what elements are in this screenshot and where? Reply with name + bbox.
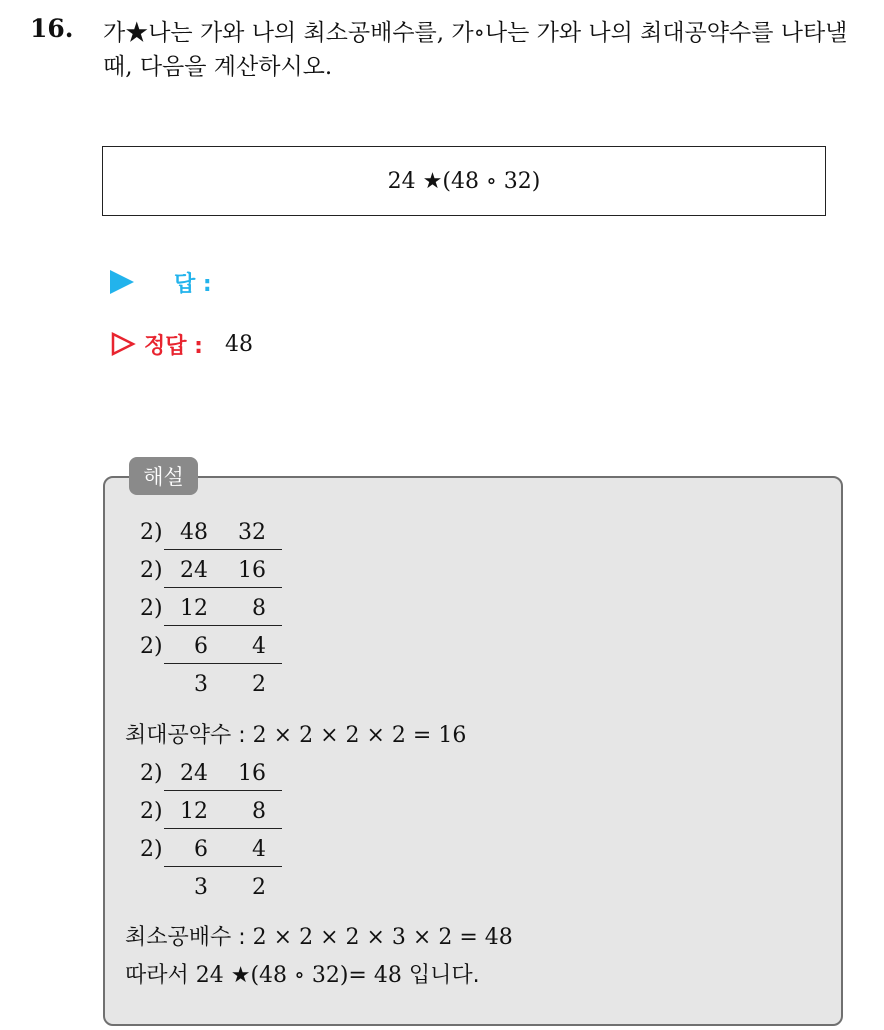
question-text: 가★나는 가와 나의 최소공배수를, 가∘나는 가와 나의 최대공약수를 나타낼 때, 다음을 계산하시오. [103,20,848,80]
division-row [140,755,290,793]
division-row [140,666,290,704]
left-number: 12 [180,799,208,824]
division-row [140,628,290,666]
gcd-division-ladder [140,514,290,704]
correct-answer-label: 정답 : [144,333,203,359]
right-number: 2 [252,672,266,697]
division-row [140,552,290,590]
conclusion-expression: 24 ★(48 ∘ 32)= 48 [195,963,402,988]
divisor: 2) [140,558,163,583]
solution-tag: 해설 [129,457,198,495]
right-number: 4 [252,634,266,659]
right-number: 4 [252,837,266,862]
division-row [140,831,290,869]
lcm-division-ladder [140,755,290,907]
question-number: 16. [30,14,74,43]
conclusion-prefix: 따라서 [125,963,189,988]
division-row [140,590,290,628]
formula-box [102,146,826,216]
left-number: 6 [194,634,208,659]
lcm-expression: 2 × 2 × 2 × 3 × 2 = 48 [252,925,513,950]
right-number: 2 [252,875,266,900]
play-triangle-icon [110,270,134,294]
conclusion-suffix: 입니다. [408,963,480,988]
left-number: 6 [194,837,208,862]
conclusion [125,958,480,989]
divisor: 2) [140,596,163,621]
right-number: 16 [238,558,266,583]
division-row [140,869,290,907]
left-number: 3 [194,672,208,697]
left-number: 3 [194,875,208,900]
outline-triangle-icon [110,331,136,357]
right-number: 8 [252,799,266,824]
correct-answer-row [110,328,253,360]
right-number: 16 [238,761,266,786]
right-number: 32 [238,520,266,545]
divisor: 2) [140,520,163,545]
formula: 24 ★(48 ∘ 32) [387,168,541,194]
left-number: 48 [180,520,208,545]
gcd-label: 최대공약수 : [125,723,246,748]
right-number: 8 [252,596,266,621]
divisor: 2) [140,634,163,659]
divisor: 2) [140,799,163,824]
left-number: 24 [180,558,208,583]
lcm-label: 최소공배수 : [125,925,246,950]
answer-row[interactable] [110,266,212,298]
gcd-expression: 2 × 2 × 2 × 2 = 16 [252,723,467,748]
lcm-result [125,920,513,951]
divisor: 2) [140,761,163,786]
divisor: 2) [140,837,163,862]
left-number: 12 [180,596,208,621]
answer-label: 답 : [174,271,212,297]
division-row [140,514,290,552]
gcd-result [125,718,466,749]
left-number: 24 [180,761,208,786]
correct-answer-value: 48 [224,331,253,357]
division-row [140,793,290,831]
